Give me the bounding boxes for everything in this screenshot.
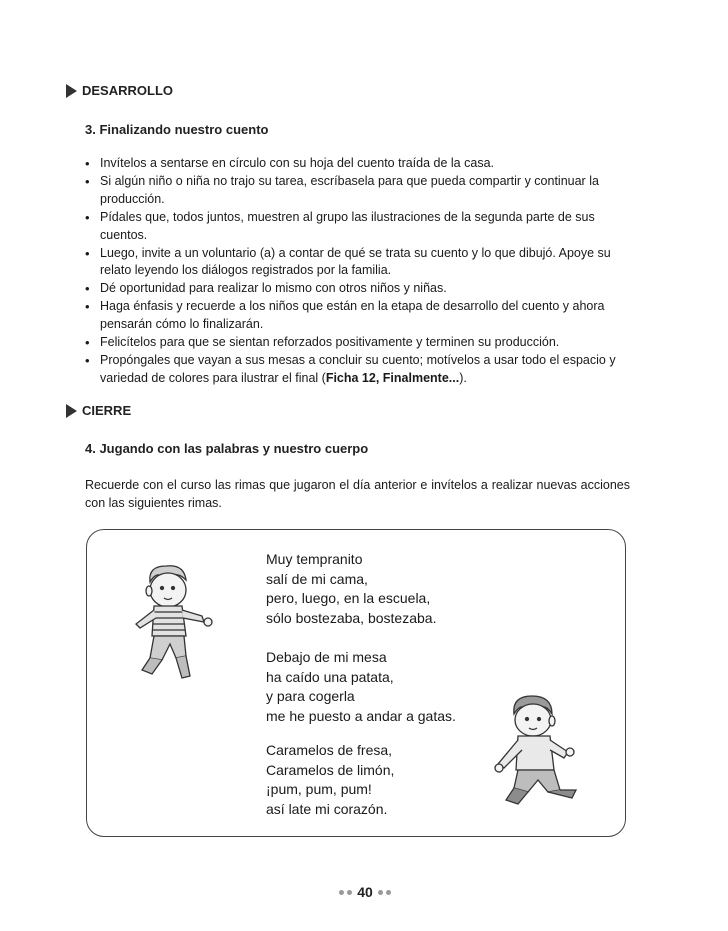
list-item: • Dé oportunidad para realizar lo mismo con otros niños y niñas.: [84, 280, 632, 298]
page-footer: [320, 884, 410, 900]
ficha-reference: Ficha 12, Finalmente...: [325, 370, 460, 385]
intro-paragraph: Recuerde con el curso las rimas que jugaron el día anterior e invítelos a realizar nuevas acciones con las siguientes rimas.: [85, 478, 630, 510]
play-triangle-icon: [66, 404, 77, 418]
bullet-list: [84, 155, 632, 388]
list-item: • Haga énfasis y recuerde a los niños que están en la etapa de desarrollo del cuento y ahora pensarán cómo lo finalizarán.: [84, 298, 632, 334]
section-heading-text: CIERRE: [82, 403, 132, 418]
list-item: • Pídales que, todos juntos, muestren al grupo las ilustraciones de la segunda parte de sus cuentos.: [84, 209, 632, 245]
list-item: • Luego, invite a un voluntario (a) a contar de qué se trata su cuento y lo que dibujó. Apoye su relato leyendo los diálogos registrados por la familia.: [84, 245, 632, 281]
section-heading-text: DESARROLLO: [82, 83, 173, 98]
running-boy-left-illustration: [128, 560, 218, 690]
decorative-dots-right: [378, 890, 391, 895]
rhyme-stanza-3: Caramelos de fresa, Caramelos de limón, ¡pum, pum, pum! así late mi corazón.: [266, 742, 395, 817]
running-boy-right-illustration: [490, 692, 590, 814]
list-item: • Felicítelos para que se sientan reforzados positivamente y terminen su producción.: [84, 334, 632, 352]
section-heading-desarrollo: [66, 83, 173, 98]
rhyme-stanza-1: Muy tempranito salí de mi cama, pero, luego, en la escuela, sólo bostezaba, bostezaba.: [266, 551, 437, 626]
play-triangle-icon: [66, 84, 77, 98]
list-item: • Propóngales que vayan a sus mesas a concluir su cuento; motívelos a usar todo el espacio y variedad de colores para ilustrar el final (Ficha 12, Finalmente...).: [84, 352, 632, 388]
list-item: • Si algún niño o niña no trajo su tarea, escríbasela para que pueda compartir y continuar la producción.: [84, 173, 632, 209]
section-heading-cierre: [66, 403, 131, 418]
subheading-finalizando: 3. Finalizando nuestro cuento: [85, 122, 269, 137]
page-number: 40: [357, 884, 373, 900]
decorative-dots-left: [339, 890, 352, 895]
rhyme-stanza-2: Debajo de mi mesa ha caído una patata, y para cogerla me he puesto a andar a gatas.: [266, 649, 456, 724]
subheading-jugando: 4. Jugando con las palabras y nuestro cuerpo: [85, 441, 369, 456]
list-item: • Invítelos a sentarse en círculo con su hoja del cuento traída de la casa.: [84, 155, 632, 173]
